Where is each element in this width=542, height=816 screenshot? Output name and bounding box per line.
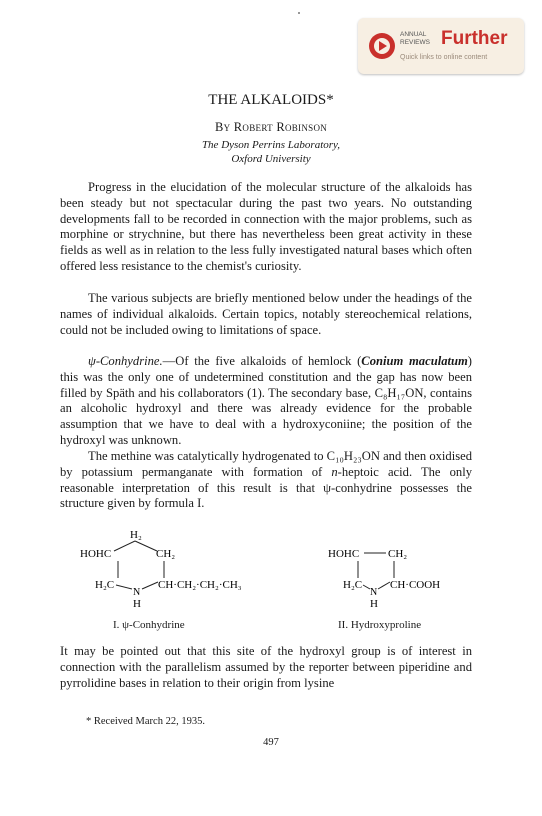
further-banner[interactable] [358,18,524,74]
paragraph-subjects: The various subjects are briefly mentioned below under the headings of the names of individual alkaloids. Certain topics, notably stereochemical relations, could not be included owing to limitations of space. [60,291,472,337]
affiliation-lab: The Dyson Perrins Laboratory, [201,139,341,151]
formula1-hohc: HOHC [80,548,112,560]
formula2-ch2: CH₂ [388,548,408,560]
formula2-h2c: H₂C [343,579,363,591]
formula1-n: N [133,587,141,598]
formula2-chcooh: CH·COOH [390,579,441,591]
caption-formula-2: II. Hydroxyproline [338,619,422,631]
paragraph-conhydrine: ψ-Conhydrine.—Of the five alkaloids of hemlock (Conium maculatum) this was the only one of undetermined constitution and the gap has now been filled by Späth and his collaborators (1). The secondary base, C₈H₁₇ON, contains an alcoholic hydroxyl and there was already evidence for the probable assumption that we have to deal with a hydroxyconiine; the position of the hydroxyl was unknown. [60,354,472,447]
annual-reviews-label: ANNUAL REVIEWS [400,31,430,46]
annual-reviews-logo-icon [368,32,396,60]
section-heading: ψ-Conhydrine. [88,354,163,368]
formula2-h: H [370,598,378,610]
page-number: 497 [263,737,279,748]
formula-hydroxyproline [328,548,440,610]
latin-name: Conium maculatum [361,354,468,368]
stray-dot [298,12,300,14]
article-title: THE ALKALOIDS* [208,92,334,108]
formula1-h2c: H₂C [95,579,115,591]
paragraph-parallelism: It may be pointed out that this site of the hydroxyl group is of interest in connection with the parallelism assumed by the reporter between piperidine and pyrrolidine bases in relation to their origin from lysine [60,644,472,690]
formula2-hohc: HOHC [328,548,360,560]
formula-psi-conhydrine [80,529,242,610]
author-name: By Robert Robinson [214,120,328,134]
paragraph-methine: The methine was catalytically hydrogenated to C₁₀H₂₃ON and then oxidised by potassium permanganate with formation of n-heptoic acid. The only reasonable interpretation of this result is that ψ-conhydrine possesses the structure given by formula I. [60,449,472,511]
caption-formula-1: I. ψ-Conhydrine [113,619,185,631]
formula1-chain: CH·CH₂·CH₂·CH₃ [158,579,242,591]
quick-links-label: Quick links to online content [400,54,488,61]
footnote-received: * Received March 22, 1935. [86,716,205,727]
affiliation-university: Oxford University [231,153,311,165]
formula1-h: H [133,598,141,610]
paragraph-intro: Progress in the elucidation of the molecular structure of the alkaloids has been steady but not spectacular during the past two years. No outstanding developments fall to be recorded in connection with the major problems, such as morphine or strychnine, but there has nevertheless been great activity in these fields as well as in relation to the less fully investigated natural bases which often offered less resistance to the chemist's curiosity. [60,180,472,273]
formula1-h2: H₂ [130,529,142,541]
structural-formulas [80,525,480,615]
formula2-n: N [370,587,378,598]
further-label: Further [441,28,508,49]
formula1-ch2: CH₂ [156,548,176,560]
